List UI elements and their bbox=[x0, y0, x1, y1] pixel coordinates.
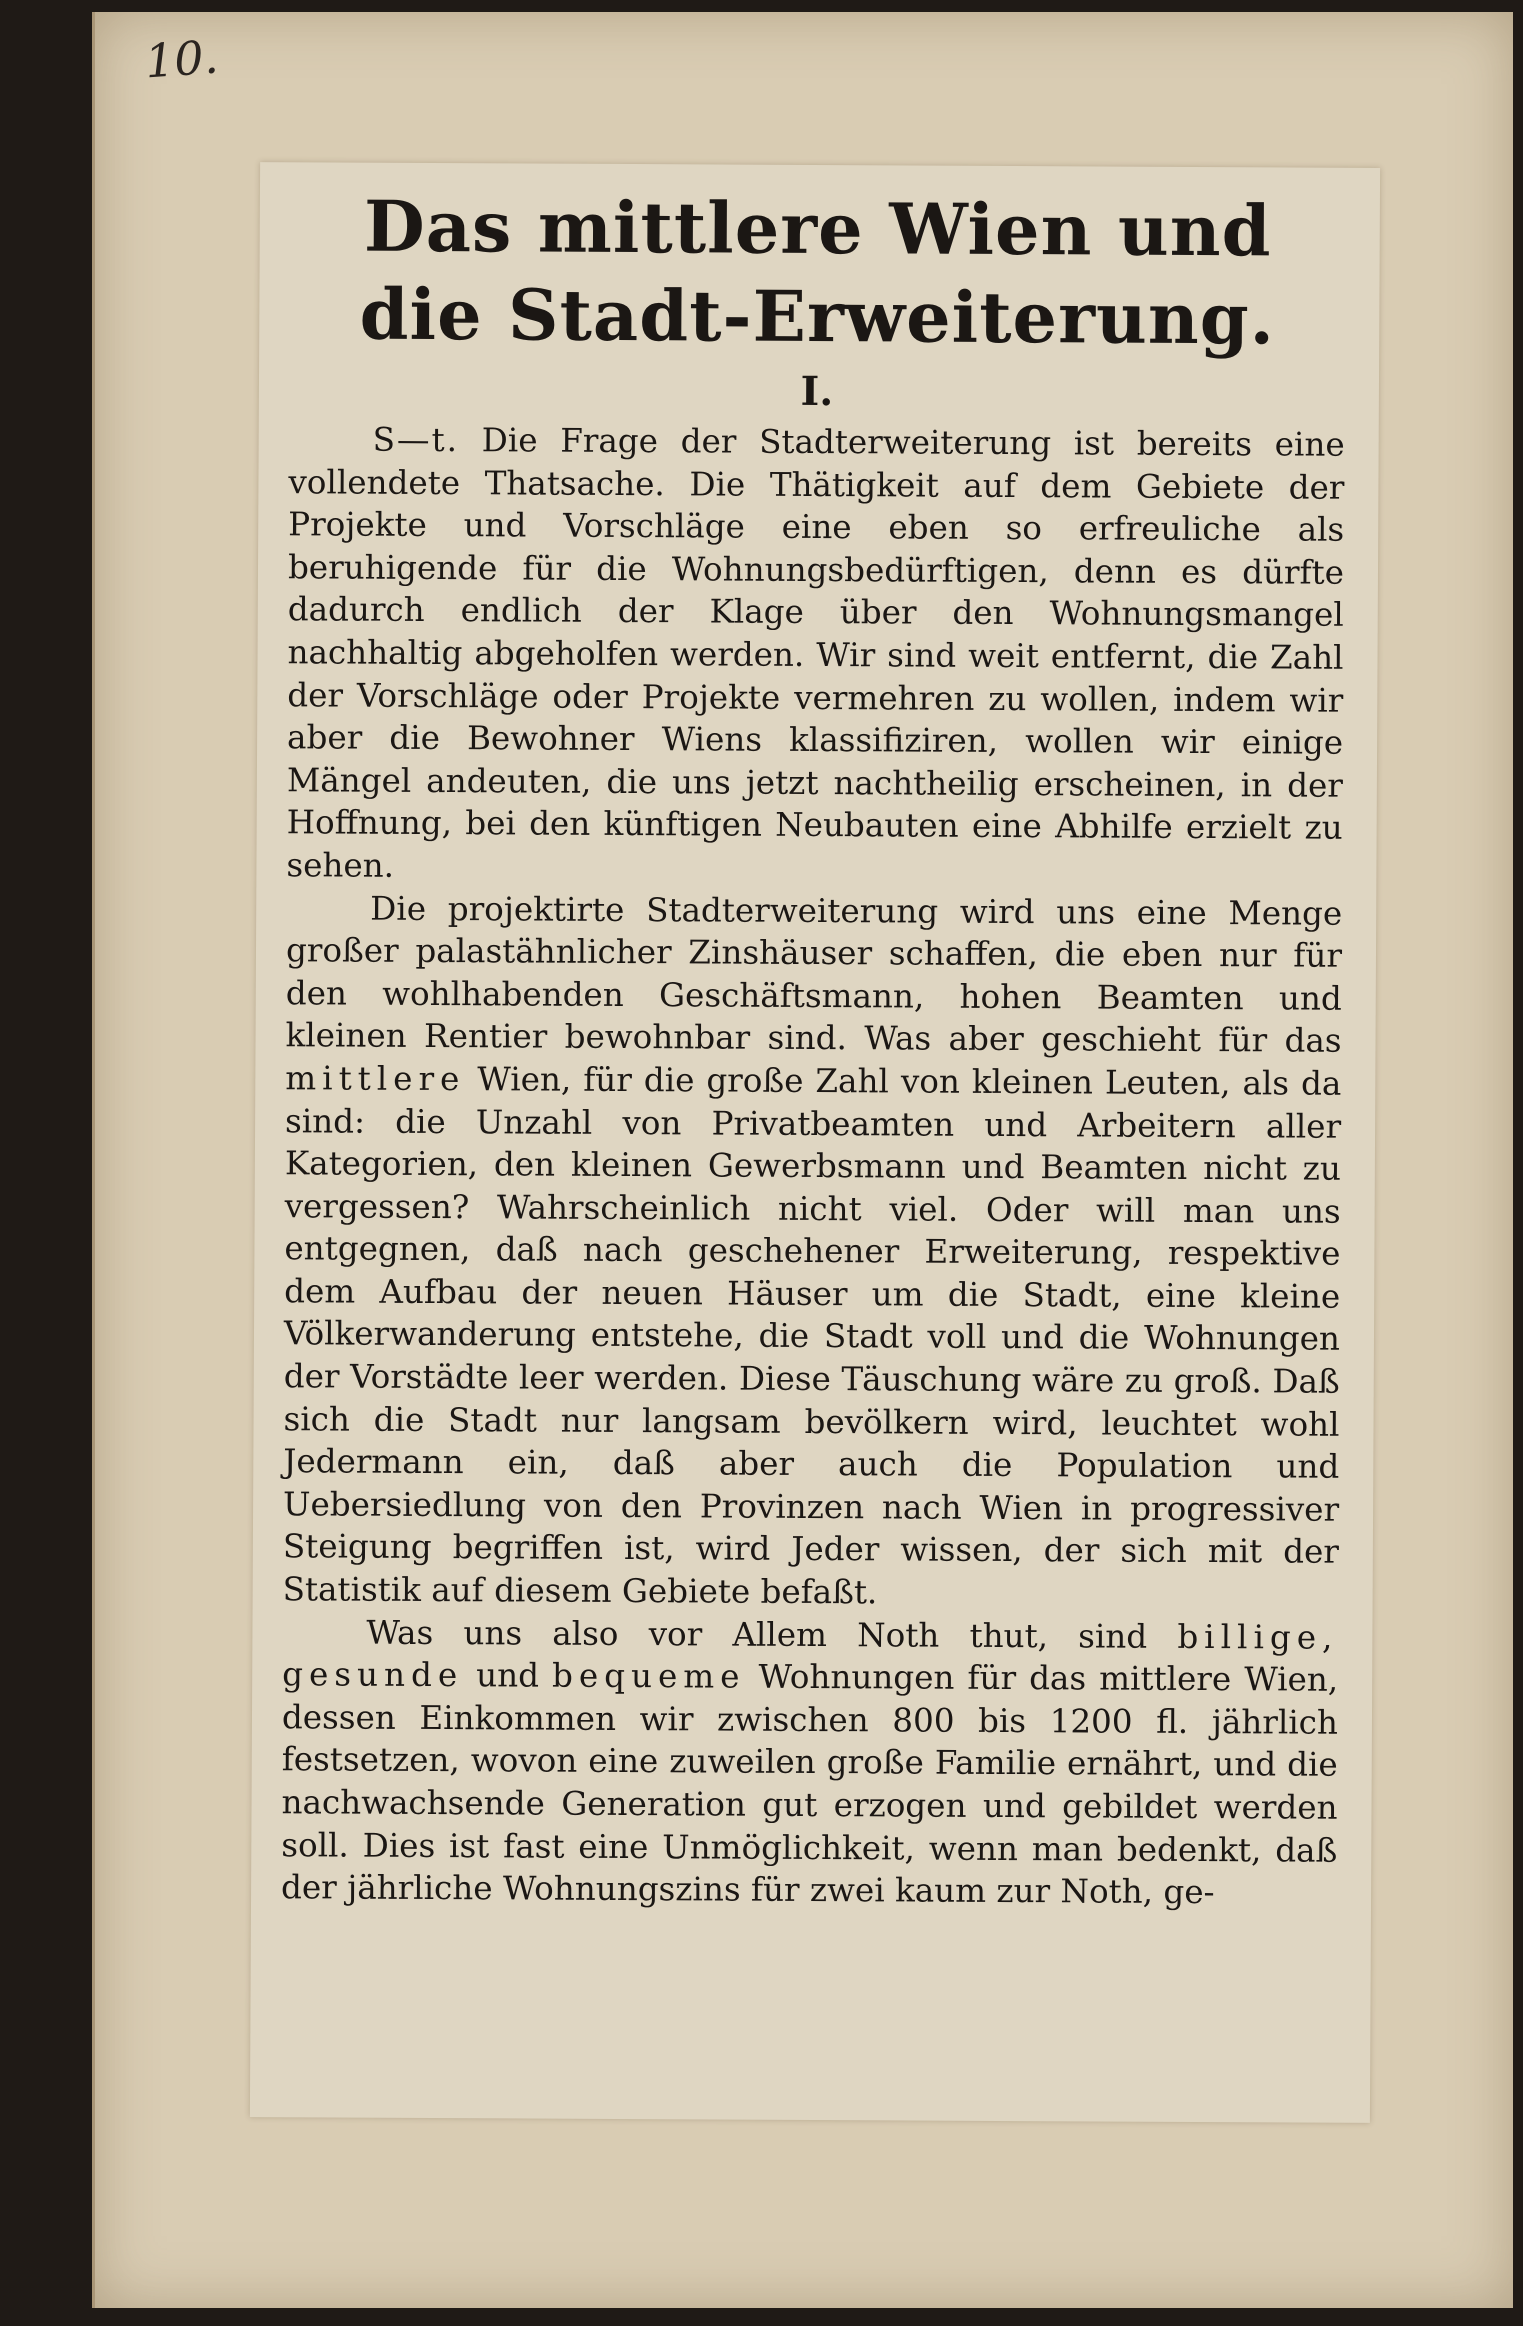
paragraph-3 bbox=[281, 1611, 1339, 1915]
paragraph-3-emphasis-2: bequeme bbox=[551, 1656, 746, 1696]
article-body bbox=[281, 418, 1345, 1914]
paragraph-2-emphasis: mittlere bbox=[285, 1059, 466, 1099]
handwritten-page-number: 10. bbox=[143, 29, 220, 89]
author-initials: S—t. bbox=[372, 420, 460, 460]
paragraph-2-before: Die projektirte Stadterweiterung wird uns eine Menge großer palastähnlicher Zinshäuser schaffen, die eben nur für den wohlhabenden Geschäftsmann, hohen Beamten und kleinen Rentier bewohnbar sind. Was aber geschieht für das bbox=[285, 889, 1343, 1061]
article-title: Das mittlere Wien und die Stadt-Erweiterung. bbox=[359, 184, 1276, 361]
section-numeral: I. bbox=[800, 367, 834, 416]
paragraph-1-text: Die Frage der Stadterweiterung ist bereits eine vollendete Thatsache. Die Thätigkeit auf dem Gebiete der Projekte und Vorschläge eine eben so erfreuliche als beruhigende für die Wohnungsbedürftigen, denn es dürfte dadurch endlich der Klage über den Wohnungsmangel nachhaltig abgeholfen werden. Wir sind weit entfernt, die Zahl der Vorschläge oder Projekte vermehren zu wollen, indem wir aber die Bewohner Wiens klassifiziren, wollen wir einige Mängel andeuten, die uns jetzt nachtheilig erscheinen, in der Hoffnung, bei den künftigen Neubauten eine Abhilfe erzielt zu sehen. bbox=[286, 421, 1345, 885]
paragraph-2-after: Wien, für die große Zahl von kleinen Leuten, als da sind: die Unzahl von Privatbeamten und Arbeitern aller Kategorien, den kleinen Gewerbsmann und Beamten nicht zu vergessen? Wahrscheinlich nicht viel. Oder will man uns entgegnen, daß nach geschehener Erweiterung, respektive dem Aufbau der neuen Häuser um die Stadt, eine kleine Völkerwanderung entstehe, die Stadt voll und die Wohnungen der Vorstädte leer werden. Diese Täuschung wäre zu groß. Daß sich die Stadt nur langsam bevölkern wird, leuchtet wohl Jedermann ein, daß aber auch die Population und Uebersiedlung von den Provinzen nach Wien in progressiver Steigung begriffen ist, wird Jeder wissen, der sich mit der Statistik auf diesem Gebiete befaßt. bbox=[282, 1060, 1342, 1612]
paragraph-3-emphasis: billige, gesunde bbox=[282, 1617, 1339, 1695]
newspaper-clipping bbox=[250, 162, 1380, 2123]
paragraph-3-middle: und bbox=[463, 1656, 553, 1695]
paragraph-1 bbox=[286, 418, 1344, 892]
paragraph-3-before: Was uns also vor Allem Noth thut, sind bbox=[366, 1613, 1178, 1656]
paragraph-2 bbox=[283, 887, 1343, 1617]
paragraph-3-after: Wohnungen für das mittlere Wien, dessen Einkommen wir zwischen 800 bis 1200 fl. jährlich festsetzen, wovon eine zuweilen große Familie ernährt, und die nachwachsende Generation gut erzogen und gebildet werden soll. Dies ist fast eine Unmöglichkeit, wenn man bedenkt, daß der jährliche Wohnungszins für zwei kaum zur Noth, ge- bbox=[280, 1657, 1339, 1912]
